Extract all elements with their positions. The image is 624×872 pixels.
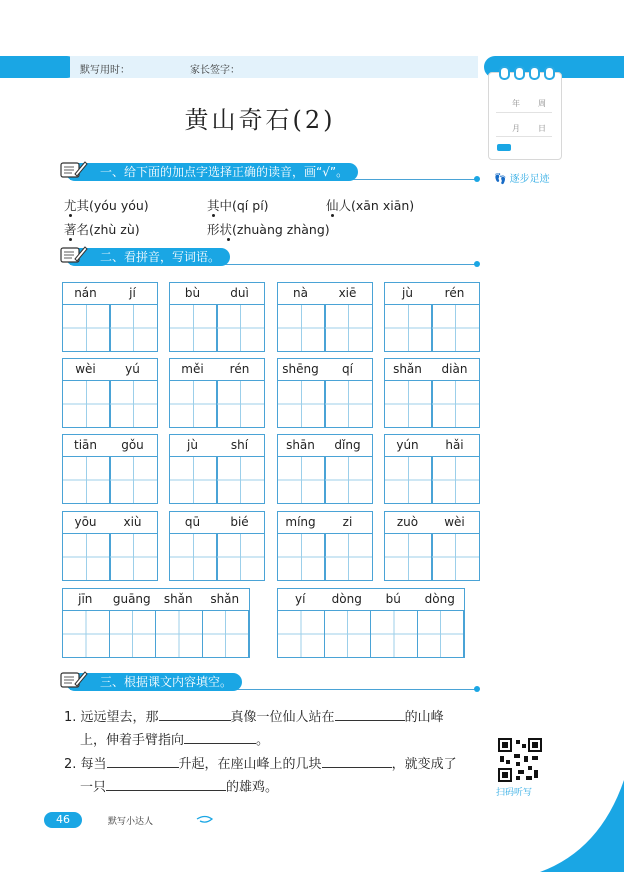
writing-cell[interactable] <box>155 610 203 658</box>
pinyin-label: bú <box>385 592 401 606</box>
qr-label: 扫码听写 <box>496 788 533 798</box>
writing-cell[interactable] <box>62 533 111 581</box>
pinyin-label: shǎn <box>393 362 422 376</box>
footprint-note-text: 逐步足迹 <box>509 174 550 185</box>
time-label: 默写用时： <box>80 65 130 76</box>
pinyin-label: diàn <box>441 362 468 376</box>
emphasis-dot <box>69 238 72 241</box>
q2-text: 2. 每当 <box>64 757 107 772</box>
calendar-week-label: 周 <box>538 99 546 108</box>
reading-item: 著名(zhù zù) <box>64 222 140 237</box>
q2-text: 升起，在座山峰上的几块 <box>178 757 322 772</box>
reading-item: 形状(zhuàng zhàng) <box>207 222 330 237</box>
writing-cell[interactable] <box>384 380 433 428</box>
writing-cell[interactable] <box>277 380 326 428</box>
writing-cell[interactable] <box>324 456 373 504</box>
writing-cell[interactable] <box>62 304 111 352</box>
header-band <box>70 56 478 78</box>
writing-cell[interactable] <box>324 304 373 352</box>
pinyin-label: shǎn <box>163 592 193 606</box>
section2-dot <box>474 261 480 267</box>
curl-icon <box>196 813 214 825</box>
pinyin-label: qū <box>184 515 201 529</box>
footprint-note <box>494 170 550 185</box>
reading-item: 尤其(yóu yóu) <box>64 198 149 213</box>
writing-cell[interactable] <box>324 380 373 428</box>
pinyin-label: yōu <box>74 515 97 529</box>
q1-text: 1. 远远望去，那 <box>64 710 159 725</box>
footprint-icon: 👣 <box>494 174 507 185</box>
answer-blank[interactable] <box>322 767 392 768</box>
writing-cell[interactable] <box>384 456 433 504</box>
sign-label: 家长签字： <box>190 65 240 76</box>
qr-code-icon[interactable] <box>498 738 542 782</box>
pinyin-label: xiù <box>123 515 142 529</box>
calendar-month-label: 月 <box>512 124 520 133</box>
writing-cell[interactable] <box>324 610 372 658</box>
q1-text: 真像一位仙人站在 <box>230 710 335 725</box>
pinyin-label: yí <box>295 592 306 606</box>
answer-blank[interactable] <box>107 767 179 768</box>
header-accent-left <box>0 56 78 78</box>
writing-cell[interactable] <box>324 533 373 581</box>
writing-cell[interactable] <box>431 380 480 428</box>
emphasis-dot <box>69 214 72 217</box>
answer-blank[interactable] <box>335 720 405 721</box>
calendar-ring-icon <box>544 66 555 80</box>
calendar-ring-icon <box>529 66 540 80</box>
pinyin-label: gǒu <box>121 438 144 452</box>
writing-cell[interactable] <box>431 304 480 352</box>
writing-cell[interactable] <box>216 456 265 504</box>
writing-cell[interactable] <box>109 533 158 581</box>
pinyin-label: tiān <box>74 438 97 452</box>
writing-cell[interactable] <box>169 380 218 428</box>
writing-cell[interactable] <box>109 610 157 658</box>
writing-cell[interactable] <box>109 456 158 504</box>
page-number: 46 <box>44 812 82 828</box>
pinyin-label: shí <box>230 438 249 452</box>
pinyin-label: wèi <box>75 362 96 376</box>
pinyin-label: jù <box>402 286 413 300</box>
calendar-line <box>496 136 552 137</box>
section1-dot <box>474 176 480 182</box>
pinyin-label: rén <box>444 286 465 300</box>
reading-item: 其中(qí pí) <box>207 198 269 213</box>
writing-cell[interactable] <box>109 304 158 352</box>
q1-text: 的山峰 <box>404 710 444 725</box>
fill-question-2-cont <box>80 776 278 795</box>
pinyin-label: hǎi <box>445 438 464 452</box>
emphasis-dot <box>331 214 334 217</box>
pinyin-label: yú <box>125 362 140 376</box>
pinyin-label: bié <box>230 515 249 529</box>
pinyin-label: wèi <box>444 515 465 529</box>
writing-cell[interactable] <box>109 380 158 428</box>
writing-cell[interactable] <box>277 304 326 352</box>
writing-cell[interactable] <box>216 304 265 352</box>
answer-blank[interactable] <box>159 720 231 721</box>
pinyin-label: nà <box>293 286 308 300</box>
section3-dot <box>474 686 480 692</box>
pinyin-label: shēng <box>282 362 319 376</box>
writing-cell[interactable] <box>62 380 111 428</box>
pencil-icon <box>58 668 88 690</box>
pinyin-label: qí <box>342 362 353 376</box>
pencil-icon <box>58 243 88 265</box>
pinyin-label: guāng <box>112 592 151 606</box>
fill-question-1 <box>64 706 444 725</box>
writing-cell[interactable] <box>216 380 265 428</box>
book-title: 默写小达人 <box>108 817 154 827</box>
writing-cell[interactable] <box>62 610 110 658</box>
pinyin-label: bù <box>184 286 201 300</box>
pinyin-label: rén <box>229 362 250 376</box>
pinyin-label: dǐng <box>334 438 361 452</box>
writing-cell[interactable] <box>169 456 218 504</box>
section1-heading: 一、给下面的加点字选择正确的读音，画“√”。 <box>66 163 358 181</box>
pinyin-label: nán <box>74 286 97 300</box>
q2-text: 一只 <box>80 780 107 795</box>
pinyin-label: yún <box>396 438 419 452</box>
writing-cell[interactable] <box>431 533 480 581</box>
answer-blank[interactable] <box>184 743 256 744</box>
pencil-icon <box>58 158 88 180</box>
section3-heading: 三、根据课文内容填空。 <box>66 673 242 691</box>
pinyin-label: jí <box>129 286 136 300</box>
pinyin-label: zuò <box>396 515 419 529</box>
q1-text: 。 <box>256 733 270 748</box>
pinyin-label: dòng <box>331 592 362 606</box>
writing-cell[interactable] <box>417 610 465 658</box>
writing-cell[interactable] <box>277 456 326 504</box>
q2-text: 的雄鸡。 <box>226 780 279 795</box>
fill-question-1-cont <box>80 729 269 748</box>
writing-cell[interactable] <box>277 610 325 658</box>
calendar-day-label: 日 <box>538 124 546 133</box>
answer-blank[interactable] <box>106 790 226 791</box>
writing-cell[interactable] <box>384 533 433 581</box>
writing-cell[interactable] <box>431 456 480 504</box>
calendar-tag <box>497 144 511 151</box>
fill-question-2 <box>64 753 457 772</box>
pinyin-label: zi <box>342 515 353 529</box>
pinyin-label: shǎn <box>210 592 240 606</box>
writing-cell[interactable] <box>169 304 218 352</box>
reading-item: 仙人(xān xiān) <box>326 198 415 213</box>
calendar-year-label: 年 <box>512 99 520 108</box>
writing-cell[interactable] <box>169 533 218 581</box>
pinyin-label: xiē <box>338 286 357 300</box>
calendar-ring-icon <box>499 66 510 80</box>
writing-cell[interactable] <box>216 533 265 581</box>
writing-cell[interactable] <box>62 456 111 504</box>
pinyin-label: měi <box>181 362 204 376</box>
q1-text: 上，伸着手臂指向 <box>80 733 185 748</box>
calendar-ring-icon <box>514 66 525 80</box>
emphasis-dot <box>227 238 230 241</box>
pinyin-label: jīn <box>78 592 93 606</box>
emphasis-dot <box>212 214 215 217</box>
pinyin-label: jù <box>187 438 198 452</box>
writing-cell[interactable] <box>370 610 418 658</box>
page-corner-decoration <box>540 780 624 872</box>
pinyin-label: duì <box>230 286 249 300</box>
writing-cell[interactable] <box>202 610 250 658</box>
page-title: 黄山奇石(2) <box>184 106 336 134</box>
section2-heading: 二、看拼音，写词语。 <box>66 248 230 266</box>
writing-cell[interactable] <box>277 533 326 581</box>
pinyin-label: míng <box>285 515 316 529</box>
pinyin-label: shān <box>286 438 315 452</box>
writing-cell[interactable] <box>384 304 433 352</box>
pinyin-label: dòng <box>424 592 455 606</box>
q2-text: ，就变成了 <box>391 757 457 772</box>
